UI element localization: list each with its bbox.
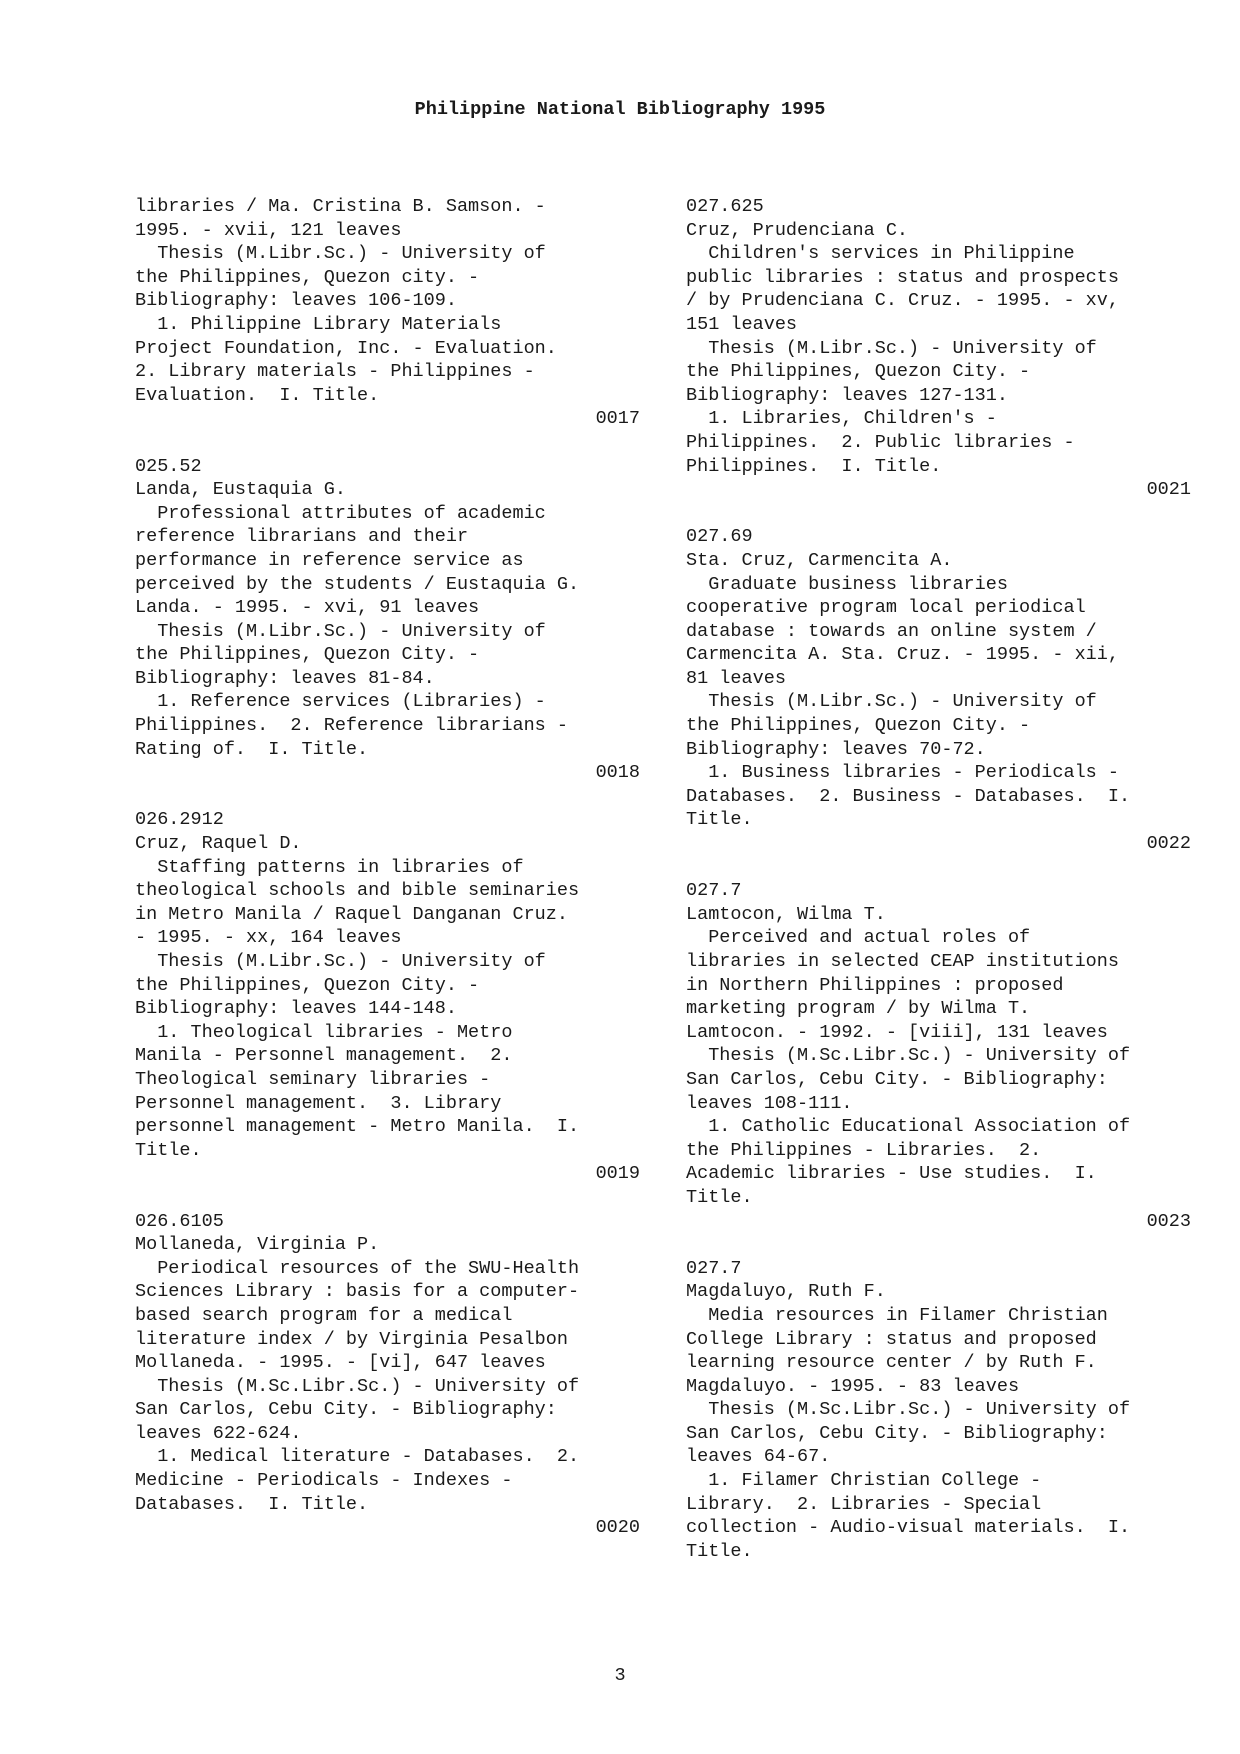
call-number: 027.69 xyxy=(686,526,753,548)
entry-line: Children's services in Philippine xyxy=(686,243,1075,265)
call-number: 025.52 xyxy=(135,455,202,477)
entry-line: 2. Library materials - Philippines - xyxy=(135,361,535,383)
entry-line: the Philippines, Quezon City. - xyxy=(135,644,480,666)
entry-line: Medicine - Periodicals - Indexes - xyxy=(135,1470,513,1492)
entry-line: libraries in selected CEAP institutions xyxy=(686,951,1119,972)
entry-line: Philippines. 2. Public libraries - xyxy=(686,431,1075,453)
bibliography-entry xyxy=(686,195,1191,502)
entry-line: Bibliography: leaves 144-148. xyxy=(135,998,457,1020)
right-column xyxy=(686,195,1191,1563)
entry-line: Bibliography: leaves 106-109. xyxy=(135,290,457,312)
entry-line: Media resources in Filamer Christian xyxy=(686,1304,1108,1326)
bibliography-entry xyxy=(686,879,1191,1233)
entry-line: / by Prudenciana C. Cruz. - 1995. - xv, xyxy=(686,290,1119,312)
entry-line: Professional attributes of academic xyxy=(135,502,546,524)
entry-line: Mollaneda. - 1995. - [vi], 647 leaves xyxy=(135,1352,546,1374)
entry-line: the Philippines, Quezon City. - xyxy=(135,974,480,996)
entry-line: database : towards an online system / xyxy=(686,620,1097,642)
entry-line: Title. xyxy=(686,1540,753,1562)
entry-line: Philippines. 2. Reference librarians - xyxy=(135,715,568,737)
entry-line: 1. Catholic Educational Association of xyxy=(686,1116,1131,1138)
entry-line: Cruz, Raquel D. xyxy=(135,833,302,855)
entry-line: Thesis (M.Sc.Libr.Sc.) - University of xyxy=(686,1399,1131,1421)
entry-line: Perceived and actual roles of xyxy=(686,927,1031,949)
entry-line: based search program for a medical xyxy=(135,1304,513,1326)
entry-line: Mollaneda, Virginia P. xyxy=(135,1234,380,1256)
entry-line: Databases. I. Title. xyxy=(135,1493,369,1515)
entry-spacer xyxy=(135,431,640,455)
entry-line: Landa. - 1995. - xvi, 91 leaves xyxy=(135,597,480,619)
page-number: 3 xyxy=(614,1665,626,1686)
entry-spacer xyxy=(135,1186,640,1210)
call-number: 027.625 xyxy=(686,196,764,217)
entry-number: 0021 xyxy=(1146,479,1191,501)
bibliography-entry xyxy=(135,455,640,785)
entry-line: the Philippines, Quezon City. - xyxy=(686,715,1031,737)
entry-line: marketing program / by Wilma T. xyxy=(686,998,1031,1020)
entry-line: 1. Filamer Christian College - xyxy=(686,1470,1042,1492)
bibliography-entry xyxy=(135,808,640,1186)
page-title: Philippine National Bibliography 1995 xyxy=(414,99,826,120)
entry-number: 0018 xyxy=(595,762,640,784)
entry-line: personnel management - Metro Manila. I. xyxy=(135,1116,580,1138)
entry-line: Library. 2. Libraries - Special xyxy=(686,1493,1042,1515)
entry-line: Thesis (M.Sc.Libr.Sc.) - University of xyxy=(135,1375,580,1397)
entry-line: public libraries : status and prospects xyxy=(686,266,1119,288)
entry-line: San Carlos, Cebu City. - Bibliography: xyxy=(686,1068,1108,1090)
entry-line: Thesis (M.Libr.Sc.) - University of xyxy=(686,337,1097,359)
entry-line: Lamtocon, Wilma T. xyxy=(686,903,886,925)
entry-line: the Philippines, Quezon city. - xyxy=(135,266,480,288)
call-number: 027.7 xyxy=(686,880,742,902)
entry-line: San Carlos, Cebu City. - Bibliography: xyxy=(686,1422,1108,1444)
entry-line: 151 leaves xyxy=(686,313,798,335)
entry-line: the Philippines - Libraries. 2. xyxy=(686,1139,1042,1161)
entry-line: in Northern Philippines : proposed xyxy=(686,974,1064,996)
entry-line: Thesis (M.Sc.Libr.Sc.) - University of xyxy=(686,1045,1131,1067)
entry-line: Academic libraries - Use studies. I. xyxy=(686,1163,1097,1185)
entry-line: Bibliography: leaves 127-131. xyxy=(686,384,1008,406)
entry-line: theological schools and bible seminaries xyxy=(135,880,580,902)
entry-line: 81 leaves xyxy=(686,667,786,689)
entry-line: 1. Philippine Library Materials xyxy=(135,313,502,335)
entry-line: Lamtocon. - 1992. - [viii], 131 leaves xyxy=(686,1021,1108,1043)
entry-line: Evaluation. I. Title. xyxy=(135,384,380,406)
entry-line: libraries / Ma. Cristina B. Samson. - xyxy=(135,196,546,217)
entry-line: Title. xyxy=(135,1139,202,1161)
entry-line: Thesis (M.Libr.Sc.) - University of xyxy=(135,620,546,642)
entry-line: literature index / by Virginia Pesalbon xyxy=(135,1328,568,1350)
call-number: 026.6105 xyxy=(135,1210,224,1232)
bibliography-entry xyxy=(686,525,1191,855)
entry-line: 1. Medical literature - Databases. 2. xyxy=(135,1446,580,1468)
entry-spacer xyxy=(135,785,640,809)
entry-line: Cruz, Prudenciana C. xyxy=(686,219,909,241)
entry-line: Sta. Cruz, Carmencita A. xyxy=(686,549,953,571)
entry-line: Philippines. I. Title. xyxy=(686,455,942,477)
entry-line: Bibliography: leaves 70-72. xyxy=(686,738,986,760)
entry-number: 0022 xyxy=(1146,833,1191,855)
entry-line: 1. Reference services (Libraries) - xyxy=(135,691,546,713)
entry-line: Sciences Library : basis for a computer- xyxy=(135,1281,580,1303)
entry-line: reference librarians and their xyxy=(135,526,469,548)
call-number: 027.7 xyxy=(686,1257,742,1279)
entry-line: Graduate business libraries xyxy=(686,573,1008,595)
bibliography-entry xyxy=(686,1257,1191,1564)
entry-line: Magdaluyo. - 1995. - 83 leaves xyxy=(686,1375,1020,1397)
entry-line: Manila - Personnel management. 2. xyxy=(135,1045,513,1067)
entry-line: leaves 64-67. xyxy=(686,1446,831,1468)
entry-line: Magdaluyo, Ruth F. xyxy=(686,1281,886,1303)
entry-line: Periodical resources of the SWU-Health xyxy=(135,1257,580,1279)
entry-line: San Carlos, Cebu City. - Bibliography: xyxy=(135,1399,557,1421)
entry-line: Thesis (M.Libr.Sc.) - University of xyxy=(686,691,1097,713)
entry-line: 1995. - xvii, 121 leaves xyxy=(135,219,402,241)
entry-spacer xyxy=(686,1233,1191,1257)
entry-line: Title. xyxy=(686,1186,753,1208)
entry-line: 1. Business libraries - Periodicals - xyxy=(686,762,1119,784)
entry-line: Theological seminary libraries - xyxy=(135,1068,491,1090)
entry-line: learning resource center / by Ruth F. xyxy=(686,1352,1097,1374)
entry-spacer xyxy=(686,856,1191,880)
entry-line: 1. Libraries, Children's - xyxy=(686,408,997,430)
entry-line: 1. Theological libraries - Metro xyxy=(135,1021,513,1043)
entry-line: Databases. 2. Business - Databases. I. xyxy=(686,785,1131,807)
entry-line: cooperative program local periodical xyxy=(686,597,1086,619)
call-number: 026.2912 xyxy=(135,809,224,831)
entry-number: 0017 xyxy=(595,408,640,430)
entry-line: Landa, Eustaquia G. xyxy=(135,479,346,501)
entry-line: - 1995. - xx, 164 leaves xyxy=(135,927,402,949)
entry-line: Thesis (M.Libr.Sc.) - University of xyxy=(135,951,546,972)
entry-line: Rating of. I. Title. xyxy=(135,738,369,760)
entry-line: Bibliography: leaves 81-84. xyxy=(135,667,435,689)
entry-line: leaves 622-624. xyxy=(135,1422,302,1444)
entry-line: Project Foundation, Inc. - Evaluation. xyxy=(135,337,557,359)
entry-line: Title. xyxy=(686,809,753,831)
entry-line: Thesis (M.Libr.Sc.) - University of xyxy=(135,243,546,265)
entry-line: the Philippines, Quezon City. - xyxy=(686,361,1031,383)
entry-number: 0019 xyxy=(595,1163,640,1185)
left-column xyxy=(135,195,640,1540)
entry-spacer xyxy=(686,502,1191,526)
entry-number: 0020 xyxy=(595,1517,640,1539)
entry-line: perceived by the students / Eustaquia G. xyxy=(135,573,580,595)
entry-line: Carmencita A. Sta. Cruz. - 1995. - xii, xyxy=(686,644,1119,666)
entry-line: collection - Audio-visual materials. I. xyxy=(686,1517,1131,1539)
bibliography-entry xyxy=(135,1210,640,1540)
bibliography-entry xyxy=(135,195,640,431)
entry-line: Staffing patterns in libraries of xyxy=(135,856,524,878)
entry-line: in Metro Manila / Raquel Danganan Cruz. xyxy=(135,903,568,925)
entry-line: performance in reference service as xyxy=(135,549,524,571)
entry-number: 0023 xyxy=(1146,1210,1191,1232)
entry-line: leaves 108-111. xyxy=(686,1092,853,1114)
entry-line: College Library : status and proposed xyxy=(686,1328,1097,1350)
entry-line: Personnel management. 3. Library xyxy=(135,1092,502,1114)
